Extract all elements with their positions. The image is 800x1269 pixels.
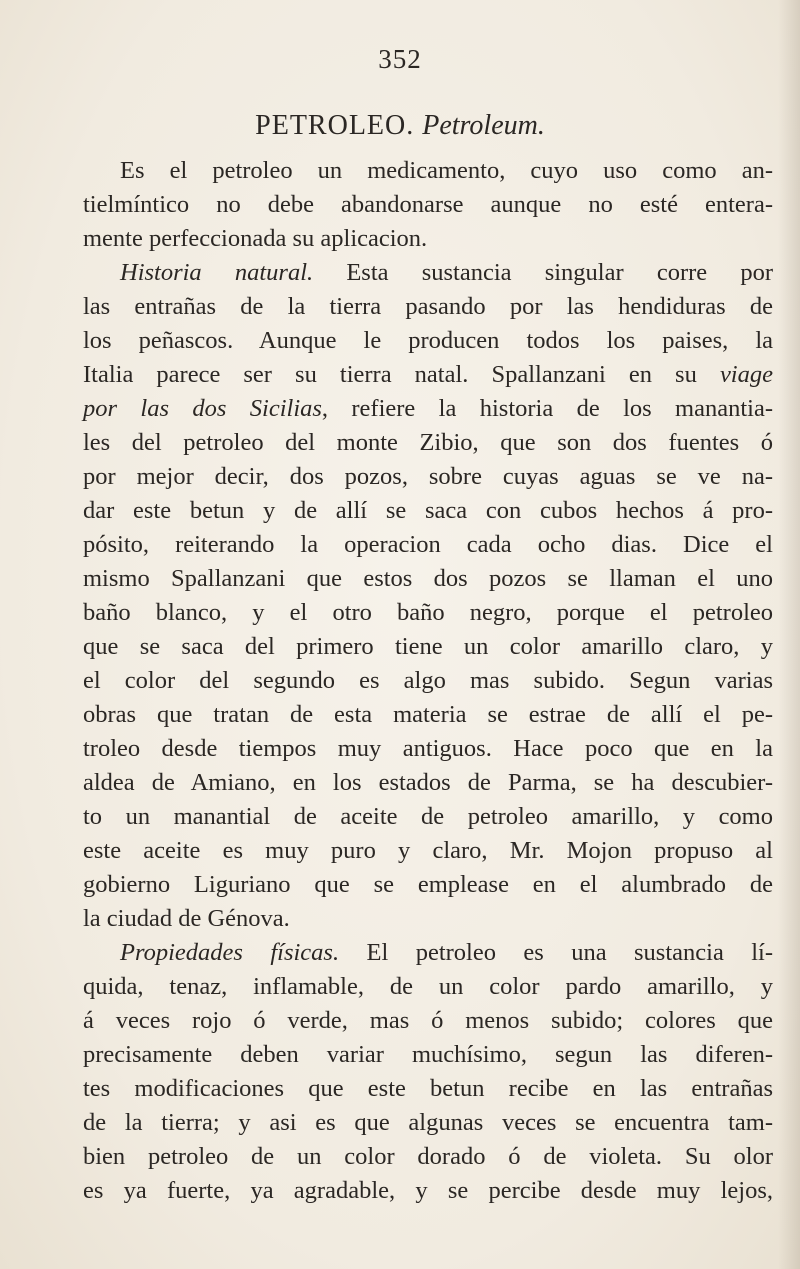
text-run: les del petroleo del monte Zibio, que son dos fuentes ó: [83, 429, 773, 456]
text-run: bien petroleo de un color dorado ó de violeta. Su olor: [83, 1143, 773, 1170]
text-line: [83, 256, 773, 290]
italic-run: por las dos Sicilias: [83, 395, 322, 422]
italic-run: Historia natural.: [120, 259, 314, 286]
text-run: obras que tratan de esta materia se estrae de allí el pe-: [83, 701, 773, 728]
text-run: Es el petroleo un medicamento, cuyo uso como an-: [120, 157, 773, 184]
text-line: [83, 1038, 773, 1072]
text-line: [83, 154, 773, 188]
text-line: [83, 1072, 773, 1106]
text-run: es ya fuerte, ya agradable, y se percibe desde muy lejos,: [83, 1177, 773, 1204]
text-run: Italia parece ser su tierra natal. Spallanzani en su: [83, 361, 720, 388]
page-number: 352: [378, 44, 422, 74]
text-run: la ciudad de Génova.: [83, 905, 290, 932]
text-line: [83, 596, 773, 630]
text-run: mismo Spallanzani que estos dos pozos se llaman el uno: [83, 565, 773, 592]
text-run: dar este betun y de allí se saca con cubos hechos á pro-: [83, 497, 773, 524]
text-run: este aceite es muy puro y claro, Mr. Mojon propuso al: [83, 837, 773, 864]
text-line: [83, 460, 773, 494]
text-line: [83, 188, 773, 222]
text-run: Esta sustancia singular corre por: [313, 259, 773, 286]
text-line: [83, 222, 773, 256]
text-line: [83, 800, 773, 834]
text-line: [83, 392, 773, 426]
text-run: El petroleo es una sustancia lí-: [339, 939, 774, 966]
text-line: [83, 358, 773, 392]
text-run: las entrañas de la tierra pasando por las hendiduras de: [83, 293, 773, 320]
italic-run: Propiedades físicas.: [120, 939, 340, 966]
text-line: [83, 1140, 773, 1174]
text-run: quida, tenaz, inflamable, de un color pardo amarillo, y: [83, 973, 773, 1000]
heading-latin-name: Petroleum.: [422, 110, 545, 141]
text-line: [83, 290, 773, 324]
text-run: aldea de Amiano, en los estados de Parma, se ha descubier-: [83, 769, 773, 796]
text-line: [83, 1004, 773, 1038]
text-line: [83, 1106, 773, 1140]
text-run: tielmíntico no debe abandonarse aunque no esté entera-: [83, 191, 773, 218]
text-line: [83, 970, 773, 1004]
text-run: pósito, reiterando la operacion cada ocho dias. Dice el: [83, 531, 773, 558]
italic-run: viage: [719, 361, 773, 388]
text-run: , refiere la historia de los manantia-: [321, 395, 773, 422]
text-run: que se saca del primero tiene un color amarillo claro, y: [83, 633, 773, 660]
text-line: [83, 902, 773, 936]
text-line: [83, 698, 773, 732]
text-run: gobierno Liguriano que se emplease en el alumbrado de: [83, 871, 773, 898]
text-line: [83, 936, 773, 970]
text-line: [83, 324, 773, 358]
text-run: el color del segundo es algo mas subido. Segun varias: [83, 667, 773, 694]
text-run: los peñascos. Aunque le producen todos los paises, la: [83, 327, 773, 354]
text-line: [83, 528, 773, 562]
heading-title: PETROLEO.: [255, 110, 415, 141]
text-run: baño blanco, y el otro baño negro, porque el petroleo: [83, 599, 773, 626]
section-heading: [0, 110, 800, 142]
text-line: [83, 562, 773, 596]
text-run: precisamente deben variar muchísimo, segun las diferen-: [83, 1041, 773, 1068]
page-edge-shadow: [778, 0, 800, 1269]
text-line: [83, 426, 773, 460]
text-line: [83, 834, 773, 868]
text-line: [83, 664, 773, 698]
text-run: de la tierra; y asi es que algunas veces se encuentra tam-: [83, 1109, 773, 1136]
text-run: por mejor decir, dos pozos, sobre cuyas aguas se ve na-: [83, 463, 773, 490]
text-line: [83, 766, 773, 800]
text-run: tes modificaciones que este betun recibe en las entrañas: [83, 1075, 773, 1102]
text-run: troleo desde tiempos muy antiguos. Hace poco que en la: [83, 735, 773, 762]
text-line: [83, 1174, 773, 1208]
text-line: [83, 868, 773, 902]
text-run: to un manantial de aceite de petroleo amarillo, y como: [83, 803, 773, 830]
text-line: [83, 630, 773, 664]
text-run: á veces rojo ó verde, mas ó menos subido; colores que: [83, 1007, 773, 1034]
body-text: [83, 154, 773, 1208]
text-run: mente perfeccionada su aplicacion.: [83, 225, 428, 252]
text-line: [83, 494, 773, 528]
text-line: [83, 732, 773, 766]
